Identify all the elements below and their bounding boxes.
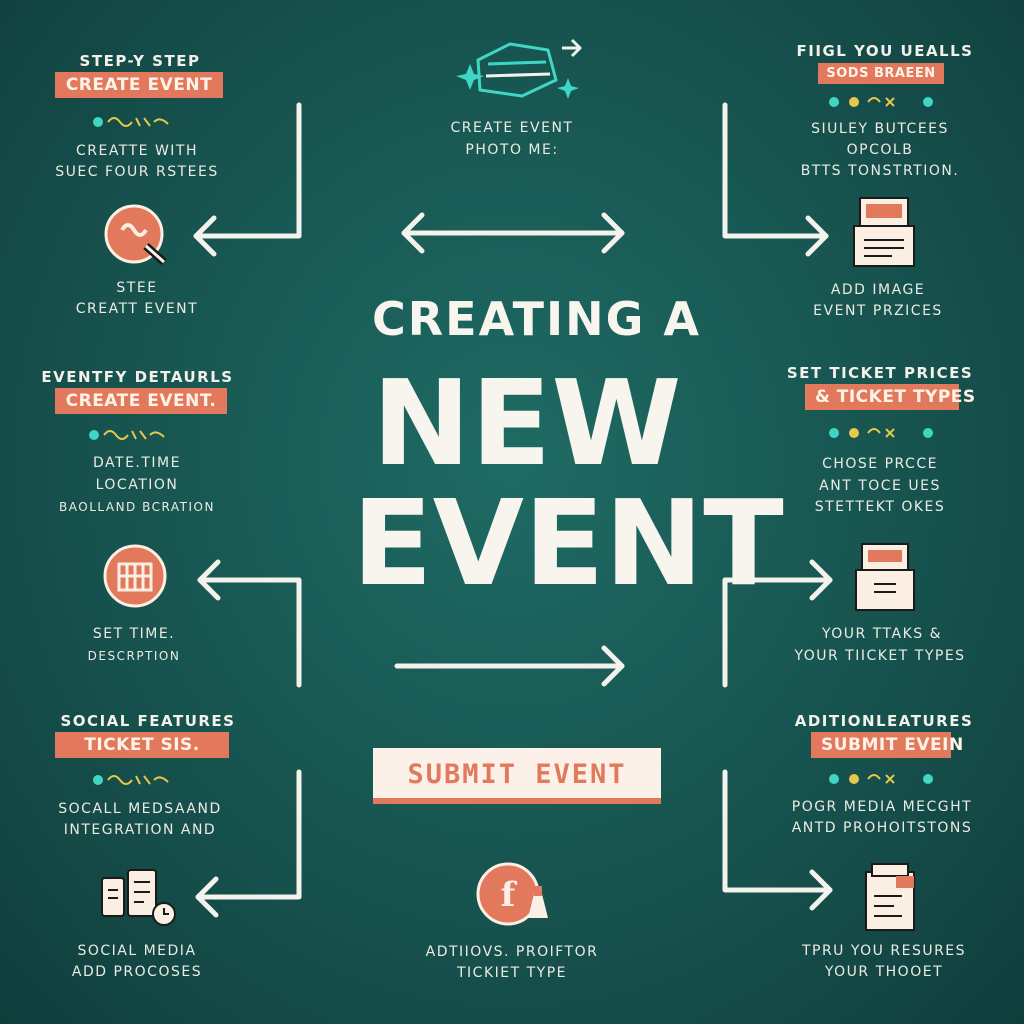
right-step1-badge[interactable]: SODS BRAEEN	[818, 63, 944, 84]
right-step3-sub2: ANT TOCE UES	[819, 478, 941, 494]
right-step6-sub2: YOUR THOOET	[824, 964, 944, 980]
left-step1-badge[interactable]: CREATE EVENT	[55, 72, 223, 98]
left-step1-sub2: SUEC FOUR RSTEES	[55, 164, 219, 180]
center-top-line-1: CREATE EVENT	[450, 120, 574, 136]
left-step6-sub2: ADD PROCOSES	[71, 964, 203, 980]
left-step5-title: SOCIAL FEATURES	[60, 712, 236, 730]
left-step5-sub1: SOCALL MEDSAAND	[58, 801, 222, 817]
right-step6-document-icon	[862, 862, 920, 938]
right-step2-sub2: EVENT PRZICES	[813, 303, 943, 319]
bottom-center-line-2: TICKIET TYPE	[456, 965, 567, 981]
left-step6-sub1: SOCIAL MEDIA	[77, 943, 197, 959]
headline-line-1: CREATING A	[372, 292, 701, 346]
right-step3-sub1: CHOSE PRCCE	[822, 456, 938, 472]
right-step5-badge[interactable]: SUBMIT EVEIN	[811, 732, 951, 758]
right-step5-sub1: POGR MEDIA MECGHT	[791, 799, 973, 815]
left-step2-sub1: STEE	[116, 280, 158, 296]
center-top-line-2: PHOTO ME:	[465, 142, 559, 158]
left-step3-badge[interactable]: CREATE EVENT.	[55, 388, 227, 414]
right-step2-sub1: ADD IMAGE	[830, 282, 926, 298]
left-step4-sub2: DESCRPTION	[87, 649, 181, 663]
left-step4-sub1: SET TIME.	[92, 626, 176, 642]
right-step1-title: FIIGL YOU UEALLS	[796, 42, 974, 60]
left-step1-dots-icon	[92, 114, 182, 134]
right-step4-sub1: YOUR TTAKS &	[821, 626, 942, 642]
left-step1-sub1: CREATTE WITH	[75, 143, 199, 159]
sparkle-icon	[557, 78, 579, 99]
left-step3-dots-icon	[88, 427, 178, 447]
left-step4-calendar-icon	[101, 544, 171, 614]
left-step3-sub1: DATE.TIME	[93, 455, 181, 471]
right-step3-badge[interactable]: & TICKET TYPES	[805, 384, 959, 410]
right-step3-sub3: STETTEKT OKES	[814, 499, 946, 515]
right-step5-sub2: ANTD PROHOITSTONS	[791, 820, 973, 836]
left-step2-link-icon	[102, 202, 172, 270]
right-step1-sub1: SIULEY BUTCEES	[811, 121, 949, 137]
right-step5-title: ADITIONLEATURES	[794, 712, 974, 730]
right-step4-printer-icon	[852, 542, 918, 618]
left-step2-sub2: CREATT EVENT	[75, 301, 199, 317]
right-step3-title: SET TICKET PRICES	[786, 364, 974, 382]
left-step3-sub3: BAOLLAND BCRATION	[59, 500, 215, 514]
submit-event-button[interactable]: SUBMIT EVENT	[373, 748, 661, 804]
right-step1-sub3: BTTS TONSTRTION.	[800, 163, 960, 179]
left-step5-dots-icon	[92, 772, 182, 792]
right-step1-dots-icon	[828, 94, 938, 114]
right-step6-sub1: TPRU YOU RESURES	[801, 943, 967, 959]
left-step5-badge[interactable]: TICKET SIS.	[55, 732, 229, 758]
svg-text:f: f	[500, 875, 516, 915]
left-step3-title: EVENTFY DETAURLS	[41, 368, 234, 386]
bottom-center-line-1: ADTIIOVS. PROIFTOR	[425, 944, 599, 960]
left-step3-sub2: LOCATION	[95, 477, 179, 493]
right-step2-printer-icon	[850, 196, 918, 274]
left-step1-title: STEP-Y STEP	[79, 52, 201, 70]
right-step5-dots-icon	[828, 771, 938, 791]
headline-line-3: EVENT	[352, 474, 784, 612]
headline-line-2: NEW	[372, 354, 682, 492]
left-step5-sub2: INTEGRATION AND	[63, 822, 217, 838]
right-step3-dots-icon	[828, 425, 938, 445]
right-step4-sub2: YOUR TIICKET TYPES	[794, 648, 966, 664]
right-step1-sub2: OPCOLB	[846, 142, 914, 158]
left-step6-devices-icon	[98, 868, 182, 932]
ticket-f-icon	[476, 860, 552, 928]
